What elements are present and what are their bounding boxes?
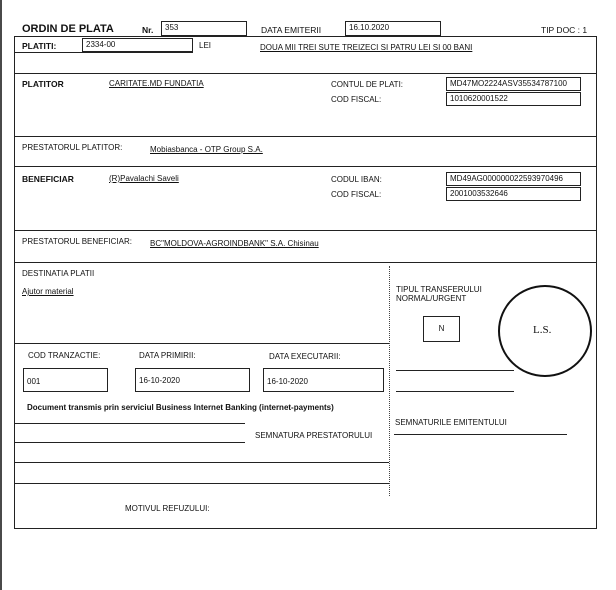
transfer-type-field: N [423,316,460,342]
dates-divider [14,343,389,344]
data-executarii-field: 16-10-2020 [263,368,384,392]
footer-line-4 [14,483,389,484]
destinatia-label: DESTINATIA PLATII [22,269,95,278]
footer-line-3 [14,462,389,463]
platitor-fiscal-field: 1010620001522 [446,92,581,106]
motivul-refuzului-label: MOTIVUL REFUZULUI: [125,504,210,513]
viewer-left-edge [0,0,2,590]
tip-doc: TIP DOC : 1 [541,25,588,35]
platitor-label: PLATITOR [22,79,64,89]
document-title: ORDIN DE PLATA [22,23,114,35]
prestator-platitor-value: Mobiasbanca - OTP Group S.A. [150,145,263,154]
date-issued-field: 16.10.2020 [345,21,441,36]
section-divider-1 [14,73,597,74]
signature-line-1 [396,370,514,371]
account-label: CONTUL DE PLATI: [331,80,404,89]
section-divider-5 [14,262,597,263]
nr-label: Nr. [142,25,154,35]
beneficiar-name: (R)Pavalachi Saveli [109,174,179,183]
data-primirii-label: DATA PRIMIRII: [139,351,196,360]
platitor-name: CARITATE.MD FUNDATIA [109,79,204,88]
data-executarii-label: DATA EXECUTARII: [269,352,341,361]
date-issued-label: DATA EMITERII [261,25,322,35]
semnaturile-emitent-label: SEMNATURILE EMITENTULUI [395,418,507,427]
platiti-label: PLATITI: [22,41,57,51]
footer-line-2 [14,442,245,443]
prestator-platitor-label: PRESTATORUL PLATITOR: [22,143,123,152]
amount-field: 2334-00 [82,38,193,52]
amount-in-words: DOUA MII TREI SUTE TREIZECI SI PATRU LEI SI 00 BANI [260,43,473,52]
cod-tranzactie-field: 001 [23,368,108,392]
section-divider-3 [14,166,597,167]
cod-tranzactie-label: COD TRANZACTIE: [28,351,101,360]
data-primirii-field: 16-10-2020 [135,368,250,392]
nr-field: 353 [161,21,247,36]
transmis-note: Document transmis prin serviciul Business Internet Banking (internet-payments) [27,403,334,412]
platiti-underline [14,52,193,53]
emitent-signature-line [394,434,567,435]
signature-line-2 [396,391,514,392]
section-divider-2 [14,136,597,137]
platitor-fiscal-label: COD FISCAL: [331,95,382,104]
iban-label: CODUL IBAN: [331,175,382,184]
transfer-type-label: TIPUL TRANSFERULUI [396,285,482,294]
prestator-beneficiar-value: BC"MOLDOVA-AGROINDBANK" S.A. Chisinau [150,239,319,248]
vertical-dotted-separator [389,266,390,496]
stamp-text: L.S. [533,324,552,336]
beneficiar-fiscal-label: COD FISCAL: [331,190,382,199]
destinatia-value: Ajutor material [22,287,74,296]
transfer-type-sublabel: NORMAL/URGENT [396,294,467,303]
beneficiar-fiscal-field: 2001003532646 [446,187,581,201]
semnatura-prestator-label: SEMNATURA PRESTATORULUI [255,431,373,440]
beneficiar-label: BENEFICIAR [22,174,74,184]
prestator-beneficiar-label: PRESTATORUL BENEFICIAR: [22,237,132,246]
form-frame [14,36,597,529]
account-field: MD47MO2224ASV35534787100 [446,77,581,91]
footer-line-1 [14,423,245,424]
iban-field: MD49AG000000022593970496 [446,172,581,186]
currency-label: LEI [199,41,212,50]
section-divider-4 [14,230,597,231]
